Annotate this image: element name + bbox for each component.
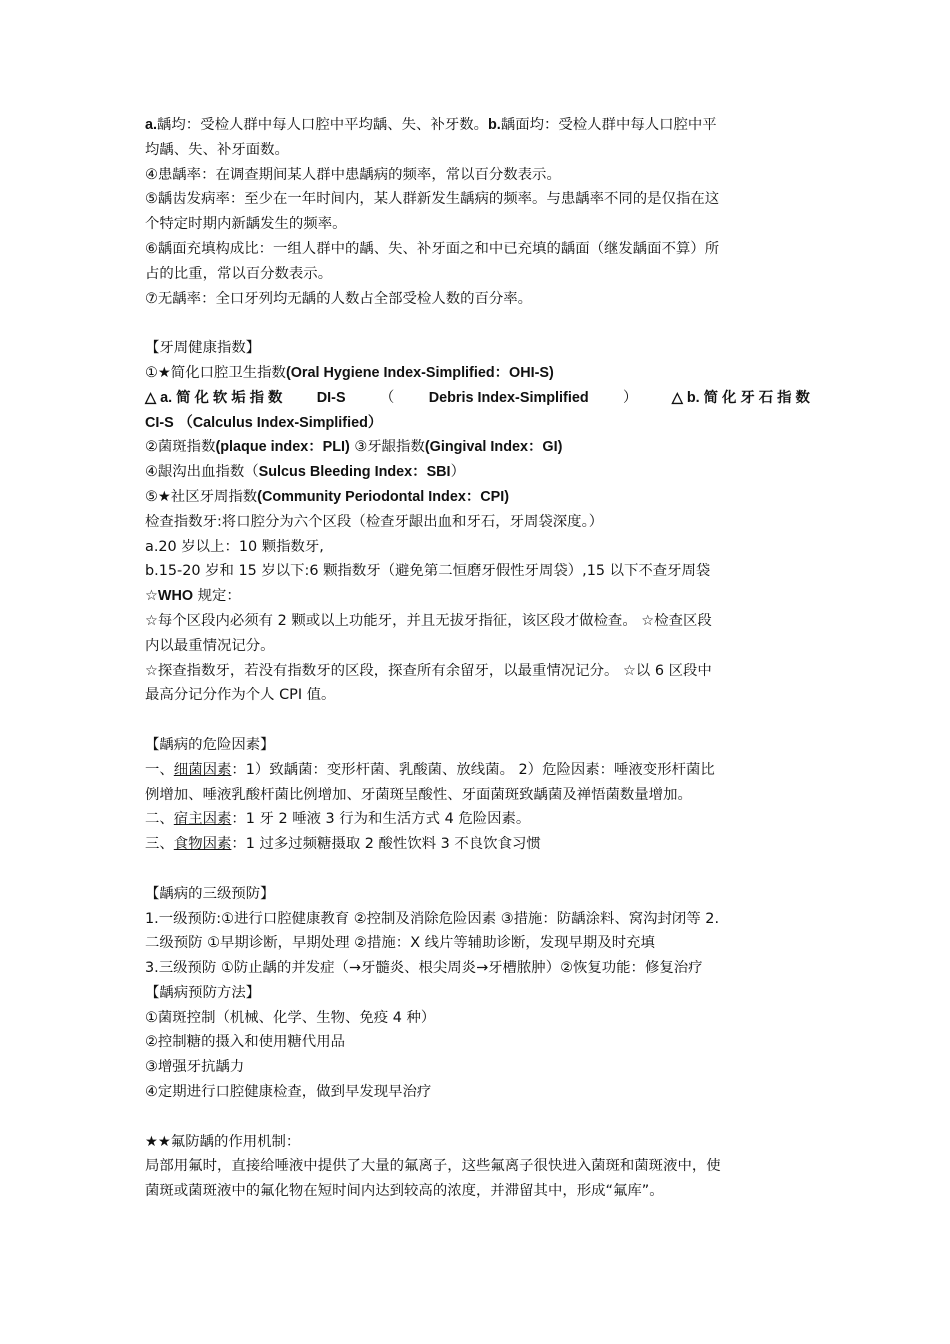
text-span: ①★简化口腔卫生指数 [145,364,286,381]
text-line: ☆探查指数牙，若没有指数牙的区段，探查所有余留牙，以最重情况记分。 ☆以 6 区段中 [145,662,712,679]
section-heading: 【龋病的危险因素】 [145,736,275,753]
text-line: 菌斑或菌斑液中的氟化物在短时间内达到较高的浓度，并滞留其中，形成“氟库”。 [145,1183,664,1200]
text-line: ④患龋率：在调查期间某人群中患龋病的频率，常以百分数表示。 [145,166,561,183]
bold-text: (Gingival Index：GI) [424,439,563,456]
text-line: 1.一级预防:①进行口腔健康教育 ②控制及消除危险因素 ③措施：防龋涂料、窝沟封闭等 2. [145,910,720,927]
text-line: a.20 岁以上：10 颗指数牙, [145,538,324,555]
text-span: ：1 牙 2 唾液 3 行为和生活方式 4 危险因素。 [231,811,531,828]
text-line [145,485,810,510]
section-heading: 【龋病预防方法】 [145,984,261,1001]
text-line: ⑤龋齿发病率：至少在一年时间内，某人群新发生龋病的频率。与患龋率不同的是仅指在这 [145,191,720,208]
text-line [145,807,810,832]
text-span: ②菌斑指数 [145,439,216,456]
star-icon: ☆ [145,588,158,605]
text-line: b.15-20 岁和 15 岁以下:6 颗指数牙（避免第二恒磨牙假性牙周袋）,15 以下不查牙周袋 [145,563,711,580]
bold-text: △ a. 简 化 软 垢 指 数 [145,389,283,406]
text-line [145,411,810,436]
text-line: 二级预防 ①早期诊断，早期处理 ②措施：X 线片等辅助诊断，发现早期及时充填 [145,935,655,952]
text-line [145,460,810,485]
text-line: 内以最重情况记分。 [145,637,275,654]
text-span: 三、 [145,836,174,853]
text-line [145,435,810,460]
text-line: 局部用氟时，直接给唾液中提供了大量的氟离子，这些氟离子很快进入菌斑和菌斑液中，使 [145,1158,721,1175]
text-span: ③牙龈指数 [354,439,425,456]
section-heading: 【龋病的三级预防】 [145,885,275,902]
text-line: 个特定时期内新龋发生的频率。 [145,216,347,233]
text-line: ③增强牙抗龋力 [145,1059,245,1076]
text-line: 检查指数牙:将口腔分为六个区段（检查牙龈出血和牙石，牙周袋深度。） [145,513,604,530]
section-heading: ★★氟防龋的作用机制： [145,1133,301,1150]
bold-text: （Calculus Index-Simplified） [178,414,383,431]
document-page [145,113,810,1204]
bold-text: (Community Periodontal Index：CPI) [257,488,510,505]
text-line-justified [145,386,810,411]
blank-line [145,1105,810,1130]
text-span: ） [450,464,465,481]
text-line: 占的比重，常以百分数表示。 [145,265,333,282]
text-line: ②控制糖的摄入和使用糖代用品 [145,1034,345,1051]
bold-text: DI-S [316,389,346,406]
text-line: ⑦无龋率：全口牙列均无龋的人数占全部受检人数的百分率。 [145,290,533,307]
section-heading: 【牙周健康指数】 [145,340,261,357]
bold-text: a. [145,117,158,133]
text-line: ⑥龋面充填构成比：一组人群中的龋、失、补牙面之和中已充填的龋面（继发龋面不算）所 [145,240,720,257]
text-span: 龋面均：受检人群中每人口腔中平 [500,117,717,133]
text-line: 最高分记分作为个人 CPI 值。 [145,687,336,704]
text-line [145,758,810,783]
blank-line [145,708,810,733]
bold-text: (Oral Hygiene Index-Simplified：OHI-S) [285,364,554,381]
text-span: 一、 [145,761,174,778]
underlined-text: 细菌因素 [173,761,232,778]
text-span: ：1 过多过频糖摄取 2 酸性饮料 3 不良饮食习惯 [231,836,541,853]
underlined-text: 宿主因素 [173,811,232,828]
text-line: 均龋、失、补牙面数。 [145,141,289,158]
bold-text: (plaque index：PLI) [215,439,350,456]
text-line: 3.三级预防 ①防止龋的并发症（→牙髓炎、根尖周炎→牙槽脓肿）②恢复功能：修复治疗 [145,960,703,977]
underlined-text: 食物因素 [173,836,232,853]
text-span: ⑤★社区牙周指数 [145,488,258,505]
text-line [145,361,810,386]
text-span: ④龈沟出血指数（ [145,464,259,481]
text-line: ④定期进行口腔健康检查，做到早发现早治疗 [145,1084,432,1101]
text-span: ：1）致龋菌：变形杆菌、乳酸菌、放线菌。 2）危险因素：唾液变形杆菌比 [231,761,715,778]
text-line [145,113,810,138]
blank-line [145,311,810,336]
bold-text: Sulcus Bleeding Index：SBI [258,464,451,481]
text-line: ☆每个区段内必须有 2 颗或以上功能牙，并且无拔牙指征，该区段才做检查。 ☆检查区段 [145,612,712,629]
bold-text: WHO [157,588,194,605]
text-line [145,832,810,857]
text-span: 二、 [145,811,174,828]
blank-line [145,857,810,882]
text-line [145,584,810,609]
bold-text: CI-S [145,414,174,431]
bold-text: b. [488,117,501,133]
text-line: ①菌斑控制（机械、化学、生物、免疫 4 种） [145,1009,436,1026]
text-span: 规定： [193,588,241,605]
text-line: 例增加、唾液乳酸杆菌比例增加、牙菌斑呈酸性、牙面菌斑致龋菌及禅悟菌数量增加。 [145,786,692,803]
text-span: （ [379,389,395,406]
text-span: ） [622,389,638,406]
bold-text: △ b. 简 化 牙 石 指 数 [671,389,810,406]
text-span: 龋均：受检人群中每人口腔中平均龋、失、补牙数。 [157,117,489,133]
bold-text: Debris Index-Simplified [428,389,589,406]
